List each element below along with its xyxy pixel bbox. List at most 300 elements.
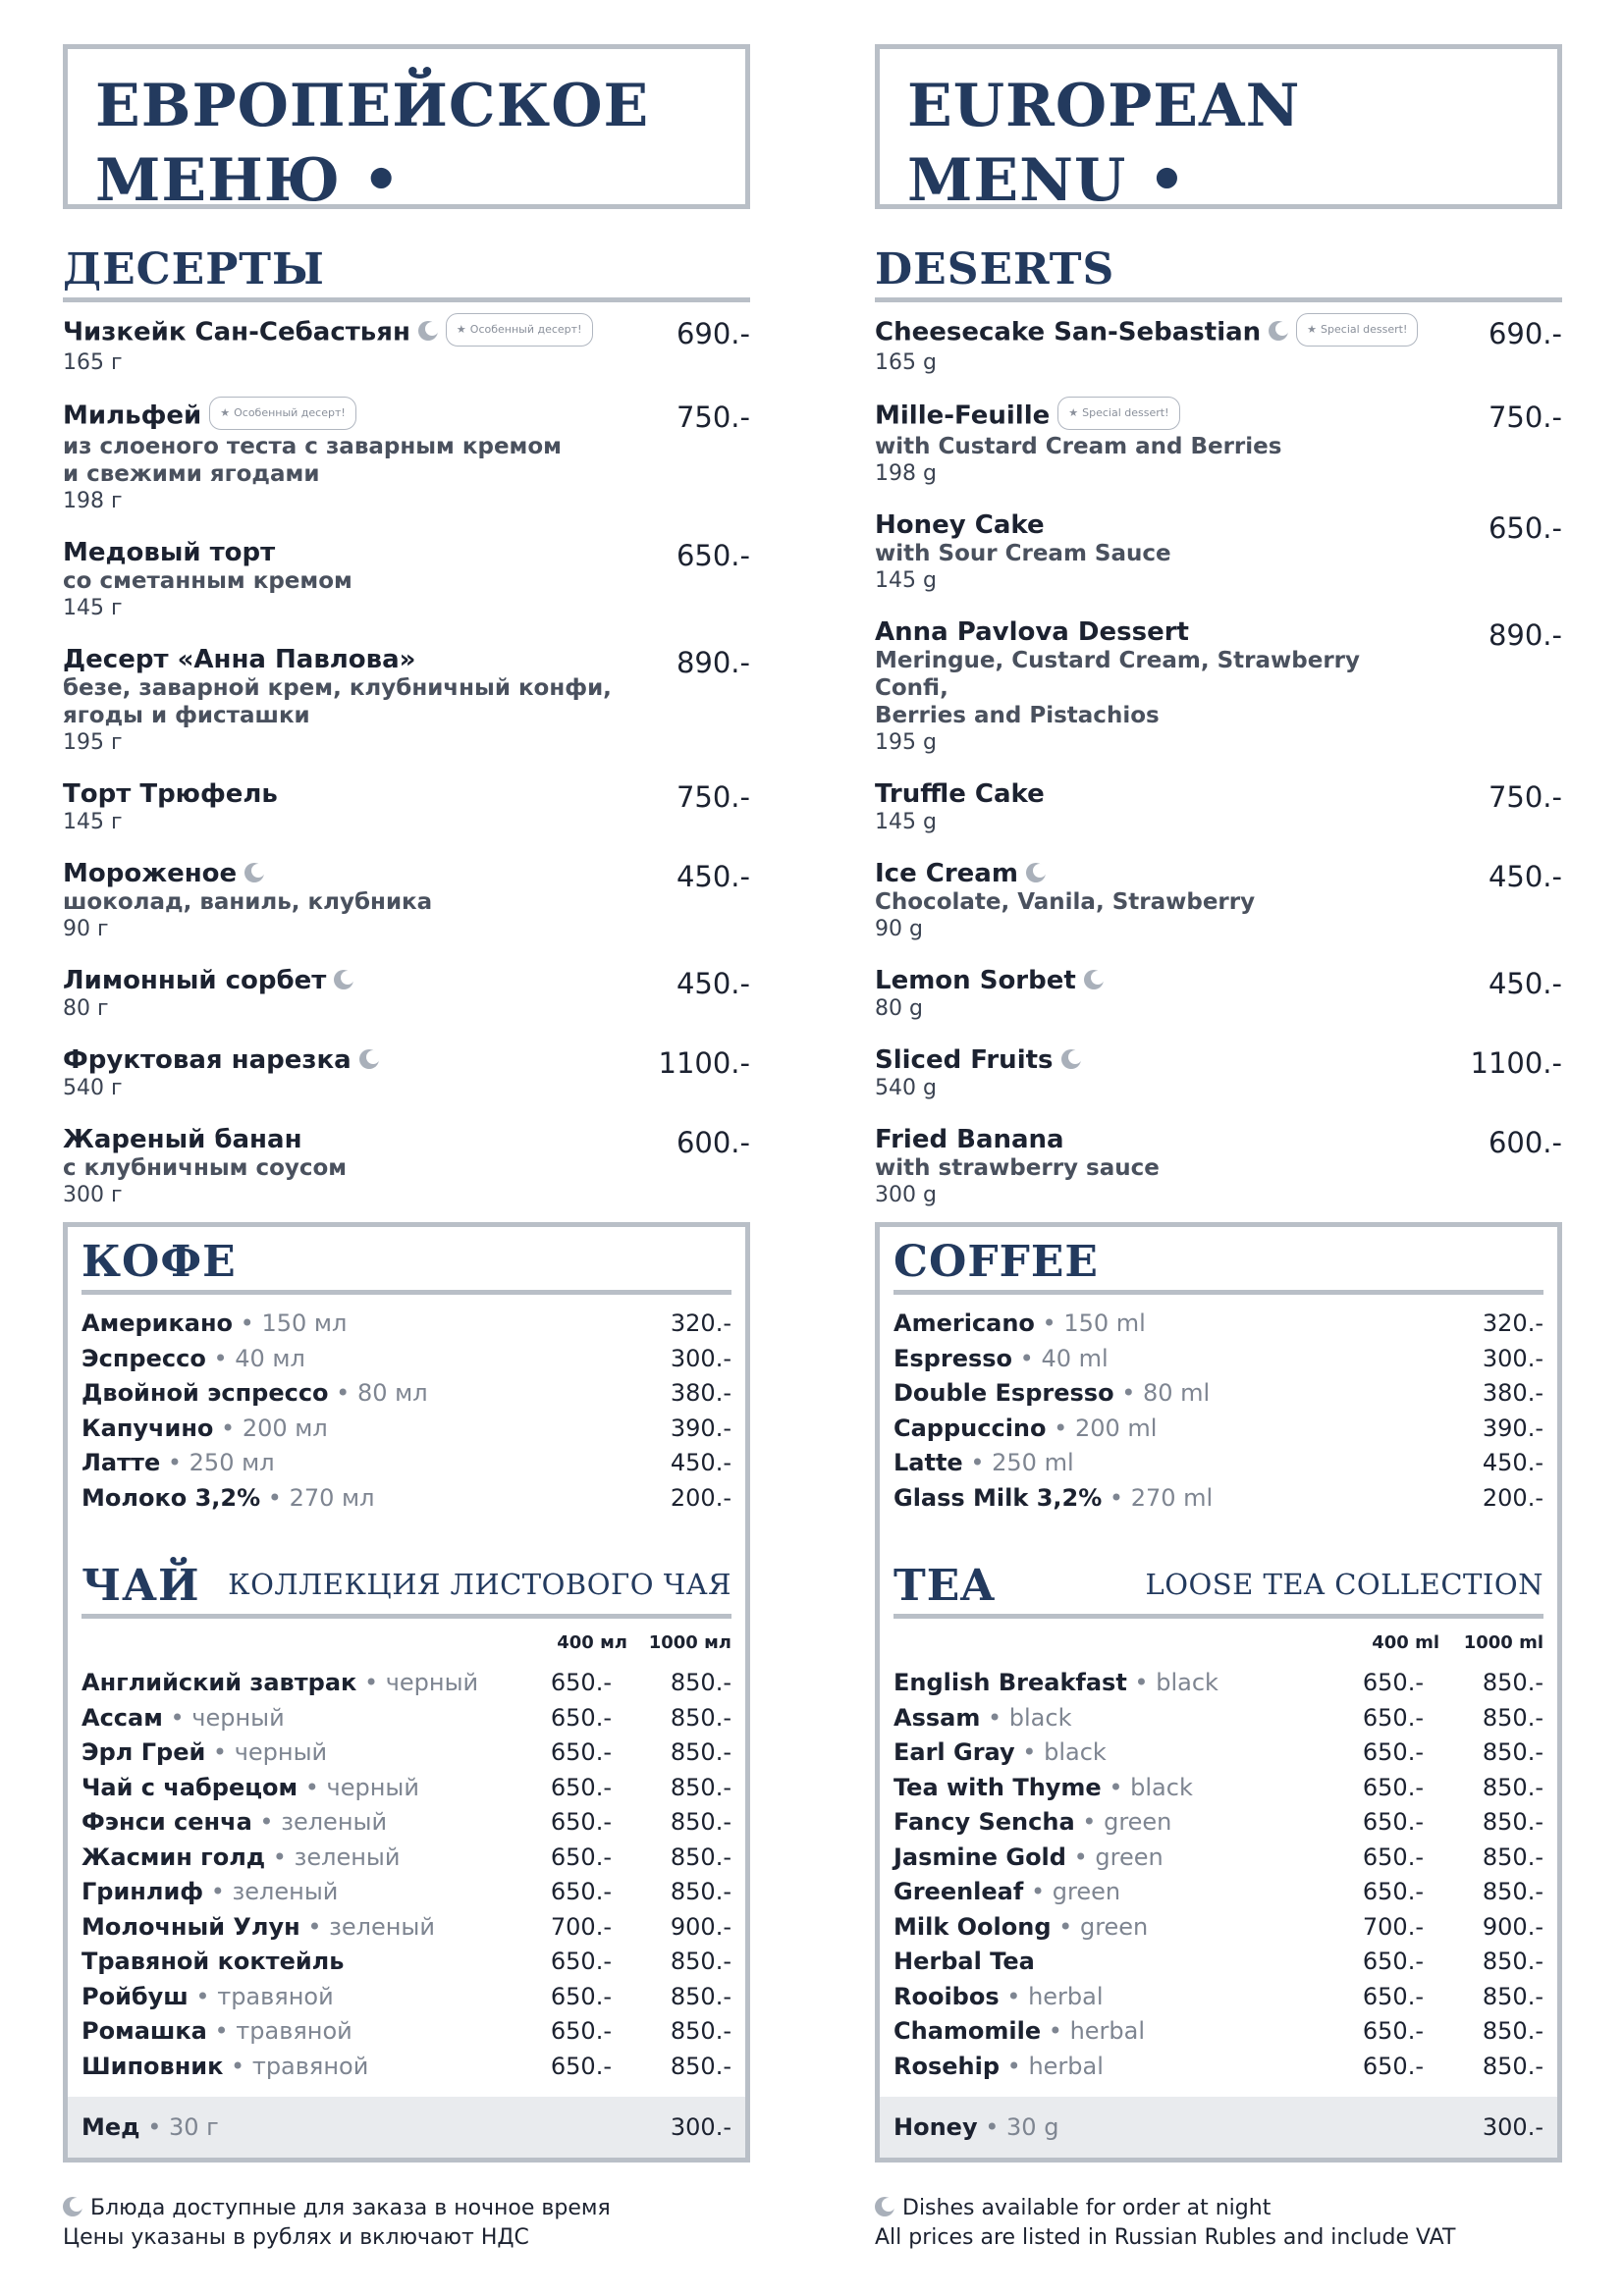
tea-type: black: [1008, 1703, 1072, 1732]
tea-row: [81, 2014, 731, 2050]
drink-price: 380.-: [670, 1379, 731, 1407]
desserts-list: [875, 316, 1562, 1208]
tea-type: green: [1052, 1878, 1121, 1905]
item-name-line: [63, 316, 623, 349]
tea-price-small: 650.-: [1362, 1808, 1424, 1836]
menu-item: [63, 859, 750, 942]
item-weight: 80 г: [63, 996, 109, 1021]
separator: •: [1023, 1878, 1053, 1905]
item-name-line: [875, 859, 1435, 888]
item-price: 1100.-: [658, 1046, 750, 1080]
item-description: с клубничным соусом: [63, 1155, 348, 1181]
tea-price-small: 650.-: [550, 1948, 612, 1975]
drink-name: Americano: [893, 1309, 1035, 1337]
item-price: 750.-: [676, 780, 750, 814]
tea-name: Chamomile: [893, 2017, 1042, 2045]
tea-price-large: 850.-: [670, 1948, 731, 1975]
tea-price-large: 900.-: [670, 1912, 731, 1941]
menu-column-en: [875, 44, 1562, 1232]
footnote-prices: All prices are listed in Russian Rubles and include VAT: [875, 2225, 1456, 2250]
item-weight: 145 г: [63, 596, 123, 620]
item-name: Мильфей: [63, 400, 202, 431]
special-badge: [446, 313, 593, 347]
drink-volume: 40 мл: [235, 1344, 305, 1372]
tea-price-large: 850.-: [670, 1808, 731, 1836]
tea-heading-text: TEA: [893, 1561, 996, 1611]
drink-volume: 80 ml: [1143, 1379, 1211, 1407]
tea-price-large: 850.-: [1482, 1669, 1543, 1696]
item-name-line: [875, 779, 1435, 809]
tea-col-large: 1000 ml: [1463, 1632, 1543, 1653]
desserts-heading: DESERTS: [875, 244, 1562, 302]
separator: •: [1065, 1842, 1096, 1871]
tea-row: [893, 1945, 1543, 1980]
separator: •: [356, 1669, 386, 1696]
coffee-row: [893, 1412, 1543, 1447]
badge-label: Special dessert!: [1082, 406, 1169, 419]
tea-price-small: 650.-: [550, 2052, 612, 2080]
badge-label: Особенный десерт!: [234, 406, 346, 419]
tea-type: травяной: [217, 1982, 334, 2010]
drinks-box-ru: [63, 1222, 750, 2163]
tea-type: травяной: [251, 2052, 369, 2080]
moon-icon: [359, 1049, 379, 1069]
coffee-row: [893, 1481, 1543, 1517]
tea-heading: [81, 1561, 731, 1619]
footnote-night: Dishes available for order at night: [902, 2196, 1272, 2220]
menu-title-line1: ЕВРОПЕЙСКОЕ: [95, 72, 650, 140]
menu-item: [63, 1125, 750, 1208]
menu-item: [63, 538, 750, 621]
tea-row: [893, 1841, 1543, 1876]
separator: •: [1126, 1669, 1157, 1696]
tea-price-small: 650.-: [1362, 1948, 1424, 1975]
separator: •: [233, 1309, 262, 1337]
tea-type: зеленый: [281, 1808, 388, 1836]
drink-name: Espresso: [893, 1344, 1013, 1372]
tea-type: green: [1079, 1912, 1149, 1941]
tea-price-large: 900.-: [1482, 1912, 1543, 1941]
tea-name: Молочный Улун: [81, 1912, 300, 1941]
badge-label: Особенный десерт!: [469, 323, 582, 336]
separator: •: [260, 1483, 290, 1512]
coffee-row: [81, 1342, 731, 1377]
tea-name: Чай с чабрецом: [81, 1773, 298, 1801]
tea-subheading: LOOSE TEA COLLECTION: [1145, 1568, 1543, 1601]
tea-row: [893, 1875, 1543, 1910]
tea-row: [893, 1771, 1543, 1806]
drink-price: 380.-: [1482, 1379, 1543, 1407]
moon-icon: [875, 2197, 894, 2216]
separator: •: [213, 1414, 243, 1442]
drink-name: Double Espresso: [893, 1379, 1114, 1407]
tea-type: черный: [191, 1703, 285, 1732]
separator: •: [1101, 1773, 1131, 1801]
tea-price-large: 850.-: [1482, 1948, 1543, 1975]
tea-price-small: 650.-: [550, 1738, 612, 1766]
item-weight: 165 g: [875, 350, 937, 375]
moon-icon: [1061, 1049, 1081, 1069]
menu-item: [875, 510, 1562, 594]
separator: •: [298, 1773, 327, 1801]
drink-name: Двойной эспрессо: [81, 1379, 329, 1407]
tea-name: Fancy Sencha: [893, 1808, 1075, 1836]
tea-price-large: 850.-: [670, 2052, 731, 2080]
tea-name: Шиповник: [81, 2052, 224, 2080]
separator: •: [205, 1738, 235, 1766]
tea-price-small: 650.-: [1362, 2017, 1424, 2045]
moon-icon: [1084, 970, 1104, 989]
menu-title-line1: EUROPEAN: [907, 72, 1301, 140]
item-name: Торт Трюфель: [63, 779, 278, 809]
tea-name: Jasmine Gold: [893, 1842, 1066, 1871]
tea-name: Ромашка: [81, 2017, 207, 2045]
item-price: 650.-: [1488, 511, 1562, 545]
item-name: Мороженое: [63, 859, 238, 888]
tea-price-small: 650.-: [550, 1878, 612, 1905]
title-box: [875, 44, 1562, 215]
menu-item: [63, 1045, 750, 1101]
tea-row: [81, 1945, 731, 1980]
tea-row: [893, 1735, 1543, 1771]
separator: •: [265, 1842, 295, 1871]
item-price: 890.-: [1488, 618, 1562, 652]
drinks-box-en: [875, 1222, 1562, 2163]
menu-item: [63, 645, 750, 756]
coffee-row: [81, 1481, 731, 1517]
star-icon: ★: [1068, 406, 1079, 419]
honey-name: Мед: [81, 2113, 140, 2141]
drink-volume: 150 мл: [261, 1309, 348, 1337]
item-price: 750.-: [676, 400, 750, 434]
tea-type: black: [1130, 1773, 1193, 1801]
tea-heading: [893, 1561, 1543, 1619]
tea-list: [893, 1666, 1543, 2084]
tea-row: [81, 1841, 731, 1876]
item-description: безе, заварной крем, клубничный конфи, ягоды и фисташки: [63, 675, 612, 728]
tea-name: English Breakfast: [893, 1669, 1127, 1696]
separator: •: [1012, 1344, 1042, 1372]
tea-type: черный: [234, 1738, 328, 1766]
item-description: with Sour Cream Sauce: [875, 541, 1171, 566]
tea-name: Herbal Tea: [893, 1948, 1035, 1975]
item-name: Лимонный сорбет: [63, 966, 327, 995]
item-weight: 145 g: [875, 568, 937, 593]
moon-icon: [418, 321, 438, 341]
drink-name: Cappuccino: [893, 1414, 1047, 1442]
tea-volume-header: [893, 1619, 1543, 1664]
coffee-row: [893, 1446, 1543, 1481]
drink-volume: 250 ml: [992, 1449, 1074, 1476]
separator: •: [1014, 1738, 1045, 1766]
item-price: 690.-: [1488, 317, 1562, 350]
item-name: Fried Banana: [875, 1125, 1064, 1154]
item-weight: 540 г: [63, 1076, 123, 1100]
tea-type: черный: [326, 1773, 419, 1801]
tea-price-small: 650.-: [550, 1669, 612, 1696]
tea-row: [81, 1735, 731, 1771]
separator: •: [962, 1449, 993, 1476]
tea-row: [893, 1666, 1543, 1701]
drink-price: 300.-: [1482, 1344, 1543, 1372]
moon-icon: [1026, 863, 1046, 882]
tea-row: [893, 2014, 1543, 2050]
drink-volume: 80 мл: [356, 1379, 428, 1407]
item-name-line: [63, 1125, 623, 1154]
item-name: Truffle Cake: [875, 779, 1045, 809]
tea-row: [81, 1980, 731, 2015]
item-name: Anna Pavlova Dessert: [875, 617, 1189, 647]
item-description: шоколад, ваниль, клубника: [63, 889, 433, 915]
drink-price: 450.-: [1482, 1449, 1543, 1476]
separator: •: [1051, 1912, 1080, 1941]
separator: •: [203, 1878, 233, 1905]
item-description: with strawberry sauce: [875, 1155, 1160, 1181]
coffee-row: [893, 1376, 1543, 1412]
tea-price-small: 650.-: [550, 1773, 612, 1801]
honey-weight: 30 g: [1006, 2113, 1059, 2141]
tea-row: [893, 1910, 1543, 1946]
tea-heading-text: ЧАЙ: [81, 1561, 200, 1611]
honey-price: 300.-: [670, 2113, 731, 2141]
coffee-row: [81, 1412, 731, 1447]
item-weight: 300 г: [63, 1183, 123, 1207]
tea-name: Rosehip: [893, 2052, 1001, 2080]
item-price: 450.-: [676, 860, 750, 893]
tea-price-large: 850.-: [1482, 2017, 1543, 2045]
drink-price: 390.-: [1482, 1414, 1543, 1442]
item-name-line: [63, 779, 623, 809]
item-weight: 198 g: [875, 461, 937, 486]
tea-price-small: 650.-: [1362, 1669, 1424, 1696]
tea-row: [81, 1666, 731, 1701]
tea-price-small: 650.-: [550, 2017, 612, 2045]
tea-name: Травяной коктейль: [81, 1948, 345, 1975]
tea-type: травяной: [236, 2017, 352, 2045]
moon-icon: [244, 863, 264, 882]
drink-volume: 250 мл: [189, 1449, 275, 1476]
honey-row: Мед • 30 г 300.-: [68, 2097, 745, 2158]
tea-price-large: 850.-: [1482, 1982, 1543, 2010]
coffee-list: [893, 1307, 1543, 1516]
item-price: 600.-: [1488, 1126, 1562, 1159]
footnote-en: [875, 2194, 1582, 2253]
item-description: Meringue, Custard Cream, Strawberry Confi, Berries and Pistachios: [875, 648, 1361, 728]
tea-price-small: 650.-: [1362, 1982, 1424, 2010]
item-description: with Custard Cream and Berries: [875, 434, 1282, 459]
drink-price: 320.-: [1482, 1309, 1543, 1337]
tea-row: [893, 1805, 1543, 1841]
separator: •: [980, 1703, 1009, 1732]
item-name: Honey Cake: [875, 510, 1045, 540]
drink-volume: 150 ml: [1063, 1309, 1146, 1337]
tea-price-large: 850.-: [1482, 1878, 1543, 1905]
moon-icon: [334, 970, 353, 989]
item-price: 600.-: [676, 1126, 750, 1159]
menu-item: [875, 617, 1562, 756]
footnote-night: Блюда доступные для заказа в ночное время: [90, 2196, 611, 2220]
separator: •: [188, 1982, 218, 2010]
item-weight: 300 g: [875, 1183, 937, 1207]
tea-row: [81, 1805, 731, 1841]
tea-price-large: 850.-: [1482, 1738, 1543, 1766]
tea-name: Assam: [893, 1703, 981, 1732]
separator: •: [1041, 2017, 1070, 2045]
tea-row: [81, 1875, 731, 1910]
separator: •: [1046, 1414, 1075, 1442]
drink-name: Молоко 3,2%: [81, 1483, 261, 1512]
footnote-prices: Цены указаны в рублях и включают НДС: [63, 2225, 529, 2250]
drink-price: 450.-: [670, 1449, 731, 1476]
separator: •: [162, 1703, 192, 1732]
menu-item: [875, 1045, 1562, 1101]
moon-icon: [1269, 321, 1288, 341]
desserts-list: [63, 316, 750, 1208]
item-weight: 90 г: [63, 917, 109, 941]
tea-price-large: 850.-: [670, 1842, 731, 1871]
item-name: Ice Cream: [875, 859, 1018, 888]
menu-item: [63, 316, 750, 376]
drink-volume: 270 мл: [289, 1483, 375, 1512]
tea-name: Ройбуш: [81, 1982, 189, 2010]
tea-price-small: 650.-: [550, 1842, 612, 1871]
separator: •: [160, 1449, 189, 1476]
item-name: Cheesecake San-Sebastian: [875, 317, 1262, 347]
item-name-line: [875, 1045, 1435, 1075]
tea-price-large: 850.-: [670, 1738, 731, 1766]
tea-price-small: 650.-: [550, 1808, 612, 1836]
item-name-line: [875, 1125, 1435, 1154]
item-name: Чизкейк Сан-Себастьян: [63, 317, 410, 347]
tea-price-large: 850.-: [1482, 1703, 1543, 1732]
tea-type: herbal: [1028, 2052, 1104, 2080]
tea-price-large: 850.-: [670, 1773, 731, 1801]
drink-volume: 200 мл: [242, 1414, 328, 1442]
item-name: Десерт «Анна Павлова»: [63, 645, 416, 674]
drink-price: 390.-: [670, 1414, 731, 1442]
item-name-line: [63, 859, 623, 888]
separator: •: [1113, 1379, 1143, 1407]
drink-name: Glass Milk 3,2%: [893, 1483, 1103, 1512]
coffee-list: [81, 1307, 731, 1516]
tea-type: green: [1104, 1808, 1172, 1836]
coffee-row: [81, 1307, 731, 1342]
tea-type: herbal: [1028, 1982, 1104, 2010]
separator: •: [328, 1379, 357, 1407]
drink-price: 200.-: [670, 1483, 731, 1512]
item-name-line: [875, 617, 1435, 647]
tea-price-large: 850.-: [1482, 1808, 1543, 1836]
drink-name: Капучино: [81, 1414, 214, 1442]
tea-col-small: 400 ml: [1372, 1632, 1439, 1653]
tea-price-small: 650.-: [1362, 1878, 1424, 1905]
item-name: Sliced Fruits: [875, 1045, 1054, 1075]
tea-volume-header: [81, 1619, 731, 1664]
separator: •: [251, 1808, 282, 1836]
item-price: 450.-: [1488, 967, 1562, 1000]
item-weight: 540 g: [875, 1076, 937, 1100]
footnote-ru: [63, 2194, 770, 2253]
coffee-heading: КОФЕ: [81, 1237, 731, 1295]
tea-row: [893, 1980, 1543, 2015]
item-weight: 198 г: [63, 489, 123, 513]
menu-item: [875, 1125, 1562, 1208]
menu-column-ru: [63, 44, 750, 1232]
item-price: 890.-: [676, 646, 750, 679]
tea-list: [81, 1666, 731, 2084]
menu-item: [875, 859, 1562, 942]
honey-price: 300.-: [1482, 2113, 1543, 2141]
separator: •: [206, 2017, 237, 2045]
star-icon: ★: [220, 406, 231, 419]
separator: •: [1034, 1309, 1064, 1337]
menu-item: [63, 779, 750, 835]
separator: •: [1102, 1483, 1131, 1512]
tea-name: Rooibos: [893, 1982, 1000, 2010]
moon-icon: [63, 2197, 82, 2216]
menu-item: [875, 966, 1562, 1022]
coffee-row: [81, 1446, 731, 1481]
drink-price: 200.-: [1482, 1483, 1543, 1512]
drink-name: Американо: [81, 1309, 234, 1337]
tea-type: черный: [385, 1669, 479, 1696]
tea-name: Tea with Thyme: [893, 1773, 1102, 1801]
star-icon: ★: [456, 323, 466, 336]
coffee-row: [81, 1376, 731, 1412]
item-description: со сметанным кремом: [63, 568, 352, 594]
tea-type: black: [1044, 1738, 1107, 1766]
tea-name: Английский завтрак: [81, 1669, 357, 1696]
tea-subheading: КОЛЛЕКЦИЯ ЛИСТОВОГО ЧАЯ: [228, 1568, 731, 1601]
item-name-line: [63, 645, 623, 674]
tea-price-small: 700.-: [550, 1912, 612, 1941]
tea-name: Ассам: [81, 1703, 163, 1732]
item-name-line: [63, 966, 623, 995]
item-name-line: [63, 400, 623, 433]
tea-name: Эрл Грей: [81, 1738, 206, 1766]
tea-type: green: [1095, 1842, 1164, 1871]
tea-price-small: 700.-: [1362, 1912, 1424, 1941]
item-price: 1100.-: [1470, 1046, 1562, 1080]
separator: •: [205, 1344, 236, 1372]
tea-price-large: 850.-: [1482, 2052, 1543, 2080]
tea-row: [81, 1910, 731, 1946]
star-icon: ★: [1307, 323, 1318, 336]
item-name-line: [63, 1045, 623, 1075]
tea-name: Greenleaf: [893, 1878, 1024, 1905]
desserts-heading: ДЕСЕРТЫ: [63, 244, 750, 302]
tea-col-small: 400 мл: [557, 1632, 627, 1653]
item-name-line: [875, 966, 1435, 995]
tea-type: зеленый: [294, 1842, 401, 1871]
tea-type: зеленый: [329, 1912, 435, 1941]
tea-price-small: 650.-: [550, 1703, 612, 1732]
drink-name: Эспрессо: [81, 1344, 206, 1372]
tea-row: [893, 1701, 1543, 1736]
drink-name: Латте: [81, 1449, 161, 1476]
separator: •: [1000, 2052, 1029, 2080]
tea-row: [81, 1701, 731, 1736]
special-badge: [1057, 397, 1179, 430]
item-name: Медовый торт: [63, 538, 276, 567]
tea-name: Жасмин голд: [81, 1842, 266, 1871]
menu-title-line2: МЕНЮ •: [95, 146, 402, 215]
item-weight: 195 г: [63, 730, 123, 755]
item-name-line: [875, 316, 1435, 349]
tea-row: [893, 2050, 1543, 2085]
item-name-line: [875, 510, 1435, 540]
special-badge: [209, 397, 356, 430]
